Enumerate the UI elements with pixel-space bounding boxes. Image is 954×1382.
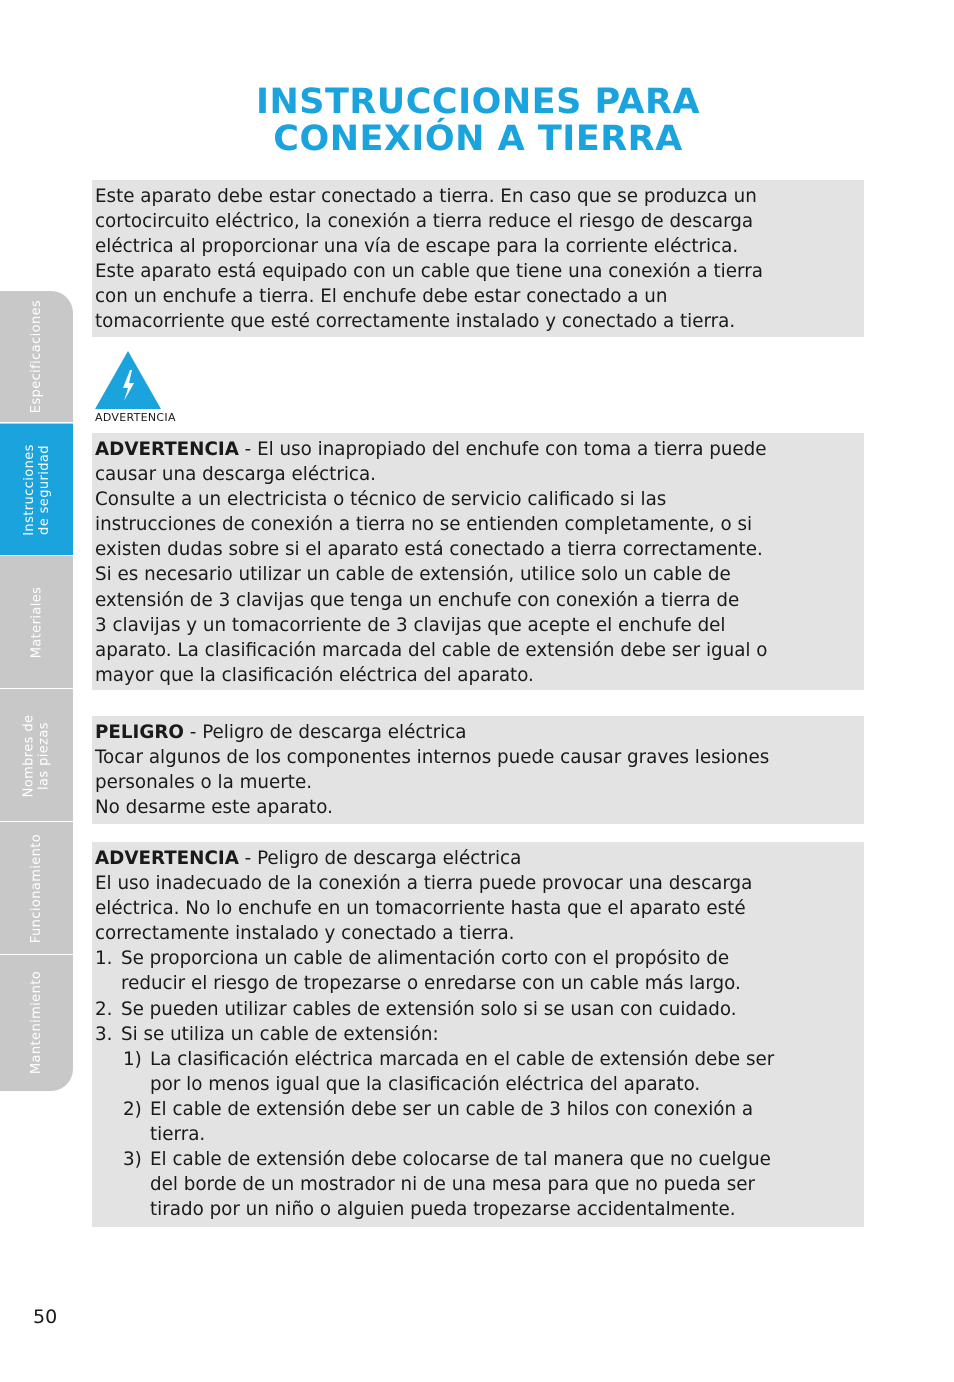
item-text <box>121 946 741 996</box>
danger-line: personales o la muerte. <box>95 772 313 794</box>
danger-line: Tocar algunos de los componentes internos puede causar graves lesiones <box>95 747 770 769</box>
item-text <box>121 1022 439 1047</box>
warning-line: Consulte a un electricista o técnico de servicio calificado si las <box>95 489 667 511</box>
page-number: 50 <box>33 1306 58 1328</box>
intro-line: tomacorriente que esté correctamente instalado y conectado a tierra. <box>95 311 736 333</box>
page-title <box>92 84 864 158</box>
warning2-line: eléctrica. No lo enchufe en un tomacorriente hasta que el aparato esté <box>95 898 746 920</box>
danger-label: PELIGRO <box>95 722 184 743</box>
tab-mantenimiento[interactable] <box>0 956 73 1088</box>
warning-icon-caption: ADVERTENCIA <box>95 411 176 424</box>
item-number: 1. <box>95 948 113 970</box>
tab-label: Materiales <box>29 586 44 659</box>
warning-line: instrucciones de conexión a tierra no se entienden completamente, o si <box>95 514 753 536</box>
intro-line: cortocircuito eléctrico, la conexión a tierra reduce el riesgo de descarga <box>95 211 754 233</box>
item-number: 2. <box>95 998 113 1020</box>
intro-line: eléctrica al proporcionar una vía de escape para la corriente eléctrica. <box>95 236 739 258</box>
warning-line: Si es necesario utilizar un cable de extensión, utilice solo un cable de <box>95 564 731 586</box>
sub-item-line: del borde de un mostrador ni de una mesa para que no pueda ser <box>150 1174 755 1196</box>
tab-funcionamiento[interactable] <box>0 823 73 955</box>
item-line: Se proporciona un cable de alimentación corto con el propósito de <box>121 948 730 970</box>
warning2-text: - Peligro de descarga eléctrica <box>238 848 522 869</box>
warning-heading-line <box>95 437 860 462</box>
numbered-item <box>95 1022 860 1047</box>
sub-item <box>95 1047 860 1097</box>
title-line: CONEXIÓN A TIERRA <box>273 119 683 159</box>
warning2-line: El uso inadecuado de la conexión a tierra puede provocar una descarga <box>95 873 753 895</box>
item-line: Si se utiliza un cable de extensión: <box>121 1023 439 1045</box>
danger-text: - Peligro de descarga eléctrica <box>183 722 467 743</box>
sub-item-line: El cable de extensión debe ser un cable de 3 hilos con conexión a <box>150 1098 754 1120</box>
sub-item-number: 1) <box>123 1048 142 1070</box>
sub-item <box>95 1097 860 1147</box>
warning-text: - El uso inapropiado del enchufe con toma a tierra puede <box>238 439 767 460</box>
warning2-box <box>92 842 864 1227</box>
warning2-label: ADVERTENCIA <box>95 848 239 869</box>
warning-line: 3 clavijas y un tomacorriente de 3 clavijas que acepte el enchufe del <box>95 614 726 636</box>
numbered-item <box>95 946 860 996</box>
intro-line: Este aparato está equipado con un cable que tiene una conexión a tierra <box>95 261 763 283</box>
sub-item-line: El cable de extensión debe colocarse de tal manera que no cuelgue <box>150 1149 771 1171</box>
warning2-line: correctamente instalado y conectado a tierra. <box>95 923 515 945</box>
intro-line: Este aparato debe estar conectado a tierra. En caso que se produzca un <box>95 186 757 207</box>
sub-item-line: tierra. <box>150 1124 206 1146</box>
danger-heading-line <box>95 720 860 745</box>
danger-line: No desarme este aparato. <box>95 797 333 819</box>
warning-line: extensión de 3 clavijas que tenga un enchufe con conexión a tierra de <box>95 589 740 611</box>
intro-line: con un enchufe a tierra. El enchufe debe estar conectado a un <box>95 286 668 308</box>
section-tabs <box>0 291 73 1091</box>
tab-materiales[interactable] <box>0 557 73 689</box>
item-number: 3. <box>95 1023 113 1045</box>
warning2-heading-line <box>95 846 860 871</box>
electric-hazard-icon <box>94 350 162 410</box>
sub-item-line: La clasificación eléctrica marcada en el cable de extensión debe ser <box>150 1048 775 1070</box>
tab-label: Especificaciones <box>29 299 45 414</box>
intro-box <box>92 180 864 337</box>
warning-box <box>92 433 864 690</box>
title-line: INSTRUCCIONES PARA <box>255 82 701 122</box>
sub-item <box>95 1147 860 1222</box>
warning-line: aparato. La clasificación marcada del cable de extensión debe ser igual o <box>95 639 768 661</box>
sub-item-line: tirado por un niño o alguien pueda tropezarse accidentalmente. <box>150 1199 736 1221</box>
warning-line: causar una descarga eléctrica. <box>95 464 376 486</box>
danger-box <box>92 716 864 824</box>
warning-line: existen dudas sobre si el aparato está conectado a tierra correctamente. <box>95 539 763 561</box>
warning-line: mayor que la clasificación eléctrica del aparato. <box>95 664 534 686</box>
tab-label: Instrucciones de seguridad <box>21 443 52 536</box>
item-line: Se pueden utilizar cables de extensión solo si se usan con cuidado. <box>121 998 737 1020</box>
item-line: reducir el riesgo de tropezarse o enredarse con un cable más largo. <box>121 973 741 995</box>
tab-label: Funcionamiento <box>29 833 45 944</box>
sub-item-text <box>150 1097 753 1147</box>
warning-label: ADVERTENCIA <box>95 439 239 460</box>
tab-instrucciones-de-seguridad[interactable] <box>0 424 73 556</box>
tab-label: Nombres de las piezas <box>21 714 52 797</box>
sub-item-text <box>150 1147 771 1222</box>
tab-especificaciones[interactable] <box>0 291 73 423</box>
sub-item-text <box>150 1047 774 1097</box>
tab-label: Mantenimiento <box>29 970 45 1074</box>
sub-item-line: por lo menos igual que la clasificación eléctrica del aparato. <box>150 1073 701 1095</box>
sub-item-number: 2) <box>123 1098 142 1120</box>
sub-item-number: 3) <box>123 1149 142 1171</box>
tab-nombres-de-las-piezas[interactable] <box>0 690 73 822</box>
item-text <box>121 997 737 1022</box>
numbered-item <box>95 997 860 1022</box>
